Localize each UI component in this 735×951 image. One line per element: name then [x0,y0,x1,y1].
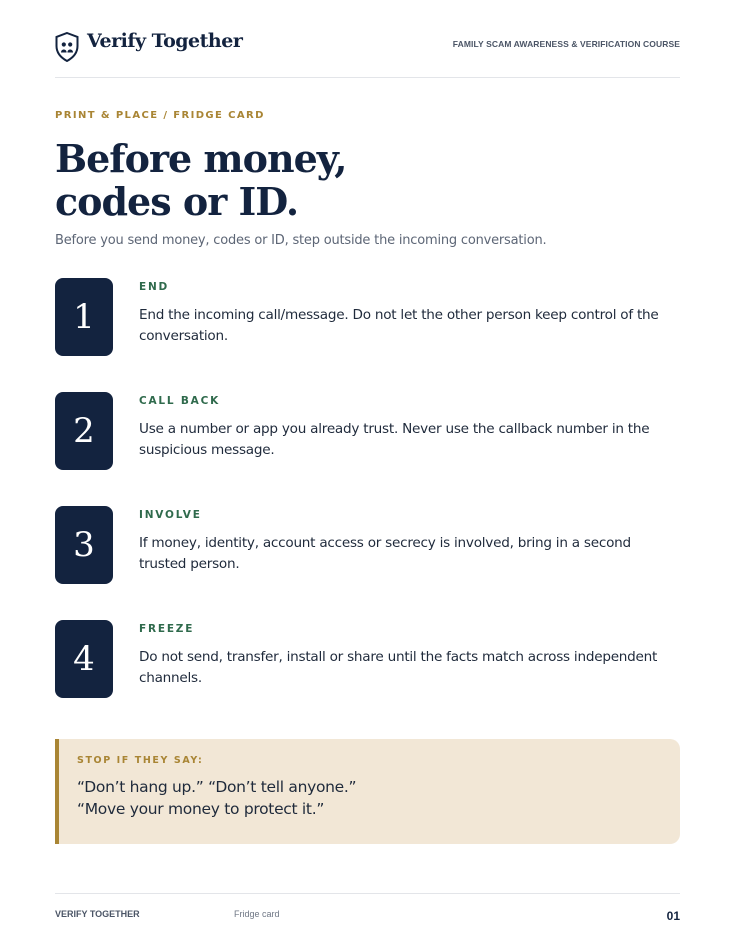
step-label: CALL BACK [139,395,221,407]
page-footer [55,893,680,933]
page-title [55,137,346,223]
brand-name: Verify Together [87,30,243,52]
warning-callout [55,739,680,844]
footer-document-name: Fridge card [234,909,280,919]
step-label: INVOLVE [139,509,202,521]
step-number-badge: 3 [55,506,113,584]
title-line-1: Before money, [55,136,347,181]
step-number-badge: 2 [55,392,113,470]
page-number: 01 [666,909,680,923]
step-description: End the incoming call/message. Do not let the other person keep control of the conversation. [139,307,659,344]
step-description: Use a number or app you already trust. Never use the callback number in the suspicious message. [139,421,650,458]
course-name: FAMILY SCAM AWARENESS & VERIFICATION COURSE [452,39,680,49]
warning-quote-line-1: “Don’t hang up.” “Don’t tell anyone.” [77,778,357,796]
step-call-back [55,392,680,472]
footer-brand: VERIFY TOGETHER [55,909,140,919]
section-eyebrow: PRINT & PLACE / FRIDGE CARD [55,110,265,121]
shield-family-icon [55,32,79,62]
step-description: If money, identity, account access or secrecy is involved, bring in a second trusted person. [139,535,631,572]
step-description: Do not send, transfer, install or share until the facts match across independent channels. [139,649,658,686]
title-line-2: codes or ID. [55,179,299,224]
step-number-badge: 4 [55,620,113,698]
step-label: FREEZE [139,623,195,635]
step-number-badge: 1 [55,278,113,356]
step-involve [55,506,680,586]
page-header [55,30,680,78]
step-end [55,278,680,358]
step-freeze [55,620,680,700]
step-label: END [139,281,170,293]
warning-label: STOP IF THEY SAY: [77,755,204,766]
warning-quote-line-2: “Move your money to protect it.” [77,800,325,818]
intro-text: Before you send money, codes or ID, step outside the incoming conversation. [55,233,547,248]
